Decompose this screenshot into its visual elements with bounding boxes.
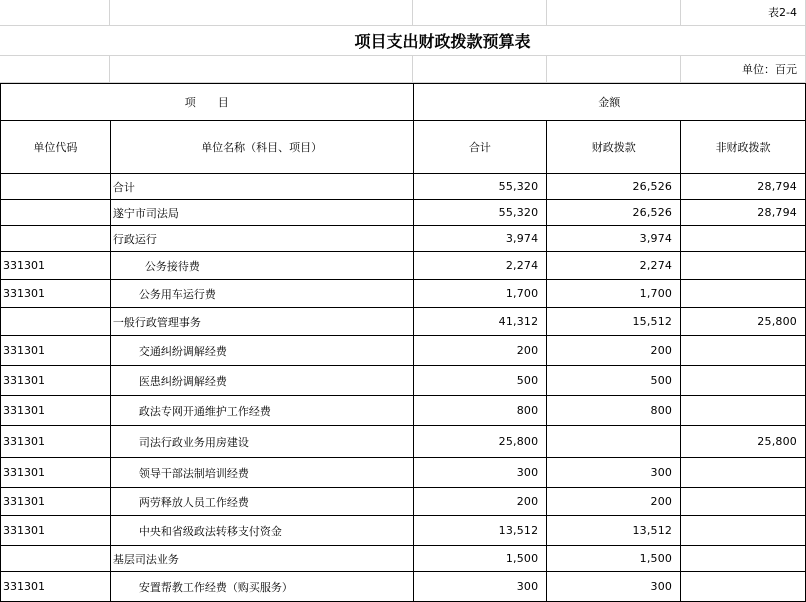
cell-name: 合计 [110, 174, 413, 200]
cell-fiscal: 3,974 [547, 226, 681, 252]
cell-code [1, 546, 111, 572]
cell-code: 331301 [1, 572, 111, 602]
cell-fiscal: 1,700 [547, 280, 681, 308]
cell-name: 公务接待费 [110, 252, 413, 280]
cell-nonfiscal [681, 546, 806, 572]
cell-total: 500 [413, 366, 547, 396]
cell-fiscal: 200 [547, 488, 681, 516]
cell-nonfiscal [681, 366, 806, 396]
cell-total: 800 [413, 396, 547, 426]
cell-name: 公务用车运行费 [110, 280, 413, 308]
table-row [1, 174, 806, 200]
cell-total: 13,512 [413, 516, 547, 546]
cell-total: 1,700 [413, 280, 547, 308]
table-row [1, 516, 806, 546]
cell-total: 55,320 [413, 174, 547, 200]
cell-fiscal: 300 [547, 458, 681, 488]
table-number: 表2-4 [681, 0, 806, 25]
cell-fiscal: 300 [547, 572, 681, 602]
cell-nonfiscal: 28,794 [681, 174, 806, 200]
cell-code: 331301 [1, 366, 111, 396]
cell-code [1, 174, 111, 200]
cell-nonfiscal [681, 516, 806, 546]
unit-label: 单位：百元 [681, 55, 806, 82]
column-header-fiscal: 财政拨款 [547, 121, 681, 174]
cell-nonfiscal [681, 226, 806, 252]
header-cell [413, 0, 547, 25]
cell-nonfiscal: 25,800 [681, 308, 806, 336]
cell-fiscal: 13,512 [547, 516, 681, 546]
table-row [1, 426, 806, 458]
cell-code: 331301 [1, 516, 111, 546]
table-row [1, 458, 806, 488]
cell-nonfiscal [681, 488, 806, 516]
header-cell [547, 0, 681, 25]
cell-code: 331301 [1, 458, 111, 488]
column-group-item: 项 目 [1, 84, 414, 121]
table-row [1, 226, 806, 252]
cell-total: 200 [413, 336, 547, 366]
cell-nonfiscal: 25,800 [681, 426, 806, 458]
cell-name: 两劳释放人员工作经费 [110, 488, 413, 516]
header-cell [110, 0, 413, 25]
cell-fiscal: 800 [547, 396, 681, 426]
sheet-header-grid [0, 0, 806, 83]
cell-code: 331301 [1, 280, 111, 308]
column-header-total: 合计 [413, 121, 547, 174]
table-row [1, 488, 806, 516]
cell-nonfiscal: 28,794 [681, 200, 806, 226]
table-row [1, 200, 806, 226]
cell-name: 基层司法业务 [110, 546, 413, 572]
table-row [1, 280, 806, 308]
column-header-code: 单位代码 [1, 121, 111, 174]
cell-code [1, 200, 111, 226]
cell-nonfiscal [681, 252, 806, 280]
cell-nonfiscal [681, 336, 806, 366]
cell-code: 331301 [1, 336, 111, 366]
cell-nonfiscal [681, 458, 806, 488]
cell-name: 中央和省级政法转移支付资金 [110, 516, 413, 546]
header-cell [110, 55, 413, 82]
column-header-nonfiscal: 非财政拨款 [681, 121, 806, 174]
cell-name: 行政运行 [110, 226, 413, 252]
page-title: 项目支出财政拨款预算表 [0, 25, 806, 55]
cell-fiscal: 500 [547, 366, 681, 396]
cell-name: 政法专网开通维护工作经费 [110, 396, 413, 426]
budget-table [0, 83, 806, 602]
cell-nonfiscal [681, 572, 806, 602]
cell-fiscal [547, 426, 681, 458]
cell-fiscal: 1,500 [547, 546, 681, 572]
table-row [1, 252, 806, 280]
cell-code: 331301 [1, 396, 111, 426]
cell-code [1, 308, 111, 336]
header-cell [0, 55, 110, 82]
cell-total: 1,500 [413, 546, 547, 572]
cell-name: 司法行政业务用房建设 [110, 426, 413, 458]
cell-name: 领导干部法制培训经费 [110, 458, 413, 488]
cell-total: 300 [413, 572, 547, 602]
cell-total: 55,320 [413, 200, 547, 226]
cell-code: 331301 [1, 252, 111, 280]
column-group-amount: 金额 [413, 84, 805, 121]
cell-fiscal: 26,526 [547, 174, 681, 200]
cell-name: 医患纠纷调解经费 [110, 366, 413, 396]
cell-fiscal: 2,274 [547, 252, 681, 280]
cell-nonfiscal [681, 280, 806, 308]
header-cell [547, 55, 681, 82]
cell-fiscal: 200 [547, 336, 681, 366]
cell-total: 300 [413, 458, 547, 488]
cell-total: 200 [413, 488, 547, 516]
cell-nonfiscal [681, 396, 806, 426]
table-row [1, 572, 806, 602]
cell-name: 一般行政管理事务 [110, 308, 413, 336]
cell-total: 25,800 [413, 426, 547, 458]
cell-code: 331301 [1, 426, 111, 458]
cell-name: 安置帮教工作经费（购买服务） [110, 572, 413, 602]
cell-total: 3,974 [413, 226, 547, 252]
header-cell [413, 55, 547, 82]
cell-total: 41,312 [413, 308, 547, 336]
cell-code: 331301 [1, 488, 111, 516]
table-row [1, 546, 806, 572]
table-row [1, 336, 806, 366]
cell-code [1, 226, 111, 252]
table-row [1, 366, 806, 396]
column-header-name: 单位名称（科目、项目） [110, 121, 413, 174]
cell-name: 交通纠纷调解经费 [110, 336, 413, 366]
cell-total: 2,274 [413, 252, 547, 280]
cell-fiscal: 26,526 [547, 200, 681, 226]
header-cell [0, 0, 110, 25]
table-row [1, 396, 806, 426]
cell-name: 遂宁市司法局 [110, 200, 413, 226]
cell-fiscal: 15,512 [547, 308, 681, 336]
table-row [1, 308, 806, 336]
